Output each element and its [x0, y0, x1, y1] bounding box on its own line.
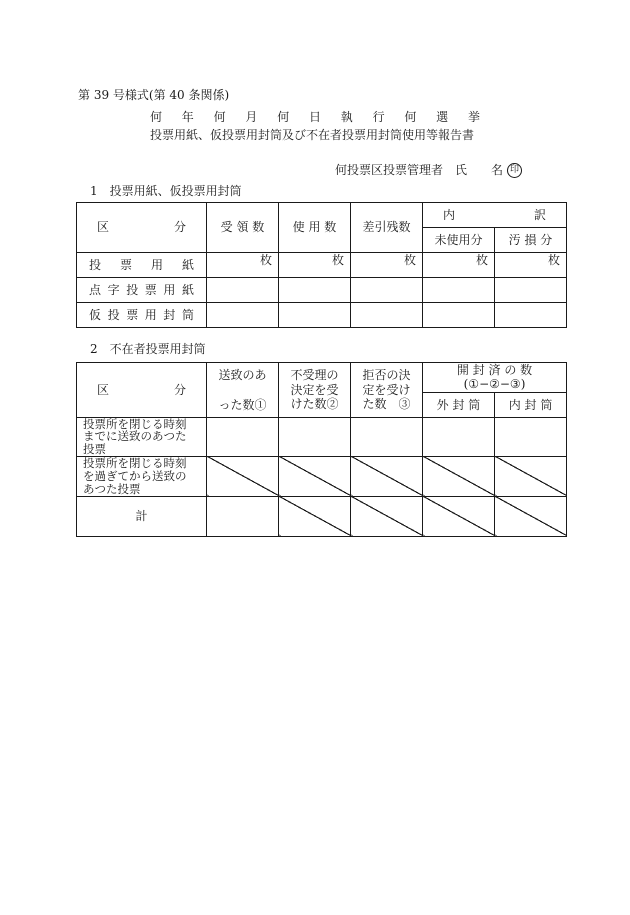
unit-label: 枚	[351, 253, 423, 278]
ballot-paper-table	[76, 202, 567, 328]
title-char: 執	[340, 110, 353, 124]
header-not-accepted-count: 不受理の 決定を受 けた数②	[279, 363, 351, 418]
title-char: 挙	[467, 110, 480, 124]
unit-label: 枚	[279, 253, 351, 278]
struck-cell	[207, 456, 279, 496]
row-label-ballot-paper: 投 票 用 紙	[77, 253, 207, 278]
header-received: 受 領 数	[207, 203, 279, 253]
data-cell	[351, 417, 423, 456]
data-cell	[351, 278, 423, 303]
header-outer-envelope: 外 封 筒	[423, 392, 495, 417]
row-label-sent-after-closing: 投票所を閉じる時刻 を過ぎてから送致の あつた投票	[77, 456, 207, 496]
title-election-date	[150, 108, 480, 125]
title-char: 何	[404, 110, 417, 124]
struck-cell	[279, 456, 351, 496]
data-cell	[351, 303, 423, 328]
data-cell	[207, 417, 279, 456]
row-label-total: 計	[77, 496, 207, 536]
manager-signature-line	[335, 161, 522, 178]
form-number: 第 39 号様式(第 40 条関係)	[78, 88, 230, 102]
data-cell	[207, 303, 279, 328]
data-cell	[495, 417, 567, 456]
header-unused: 未使用分	[423, 228, 495, 253]
document-title: 投票用紙、仮投票用封筒及び不在者投票用封筒使用等報告書	[150, 128, 475, 142]
struck-cell	[279, 496, 351, 536]
header-inner-envelope: 内 封 筒	[495, 392, 567, 417]
header-category: 区 分	[77, 363, 207, 418]
data-cell	[279, 417, 351, 456]
section1-heading: 1 投票用紙、仮投票用封筒	[90, 184, 242, 198]
data-cell	[423, 417, 495, 456]
title-char: 何	[277, 110, 290, 124]
header-used: 使 用 数	[279, 203, 351, 253]
unit-label: 枚	[423, 253, 495, 278]
title-char: 日	[308, 110, 321, 124]
struck-cell	[495, 456, 567, 496]
unit-label: 枚	[495, 253, 567, 278]
struck-cell	[495, 496, 567, 536]
seal-mark: 印	[507, 163, 522, 178]
data-cell	[495, 303, 567, 328]
data-cell	[423, 303, 495, 328]
data-cell	[207, 496, 279, 536]
absentee-envelope-table	[76, 362, 567, 537]
header-opened-count: 開 封 済 の 数 (①−②−③)	[423, 363, 567, 393]
title-char: 何	[213, 110, 226, 124]
title-char: 何	[150, 110, 163, 124]
data-cell	[279, 303, 351, 328]
data-cell	[423, 278, 495, 303]
struck-cell	[351, 496, 423, 536]
row-label-sent-before-closing: 投票所を閉じる時刻 までに送致のあつた 投票	[77, 417, 207, 456]
unit-label: 枚	[207, 253, 279, 278]
header-category: 区 分	[77, 203, 207, 253]
title-char: 行	[372, 110, 385, 124]
header-rejected-count: 拒否の決 定を受け た数 ③	[351, 363, 423, 418]
title-char: 年	[181, 110, 194, 124]
struck-cell	[423, 456, 495, 496]
row-label-provisional-envelope: 仮 投 票 用 封 筒	[77, 303, 207, 328]
title-char: 選	[436, 110, 449, 124]
header-damaged: 汚 損 分	[495, 228, 567, 253]
row-label-braille-ballot-paper: 点 字 投 票 用 紙	[77, 278, 207, 303]
data-cell	[495, 278, 567, 303]
header-sent-count: 送致のあ った数①	[207, 363, 279, 418]
header-remaining: 差引残数	[351, 203, 423, 253]
struck-cell	[351, 456, 423, 496]
title-char: 月	[245, 110, 258, 124]
struck-cell	[423, 496, 495, 536]
data-cell	[207, 278, 279, 303]
manager-label: 何投票区投票管理者 氏 名	[335, 163, 504, 177]
data-cell	[279, 278, 351, 303]
header-breakdown: 内 訳	[423, 203, 567, 228]
section2-heading: 2 不在者投票用封筒	[90, 342, 206, 356]
